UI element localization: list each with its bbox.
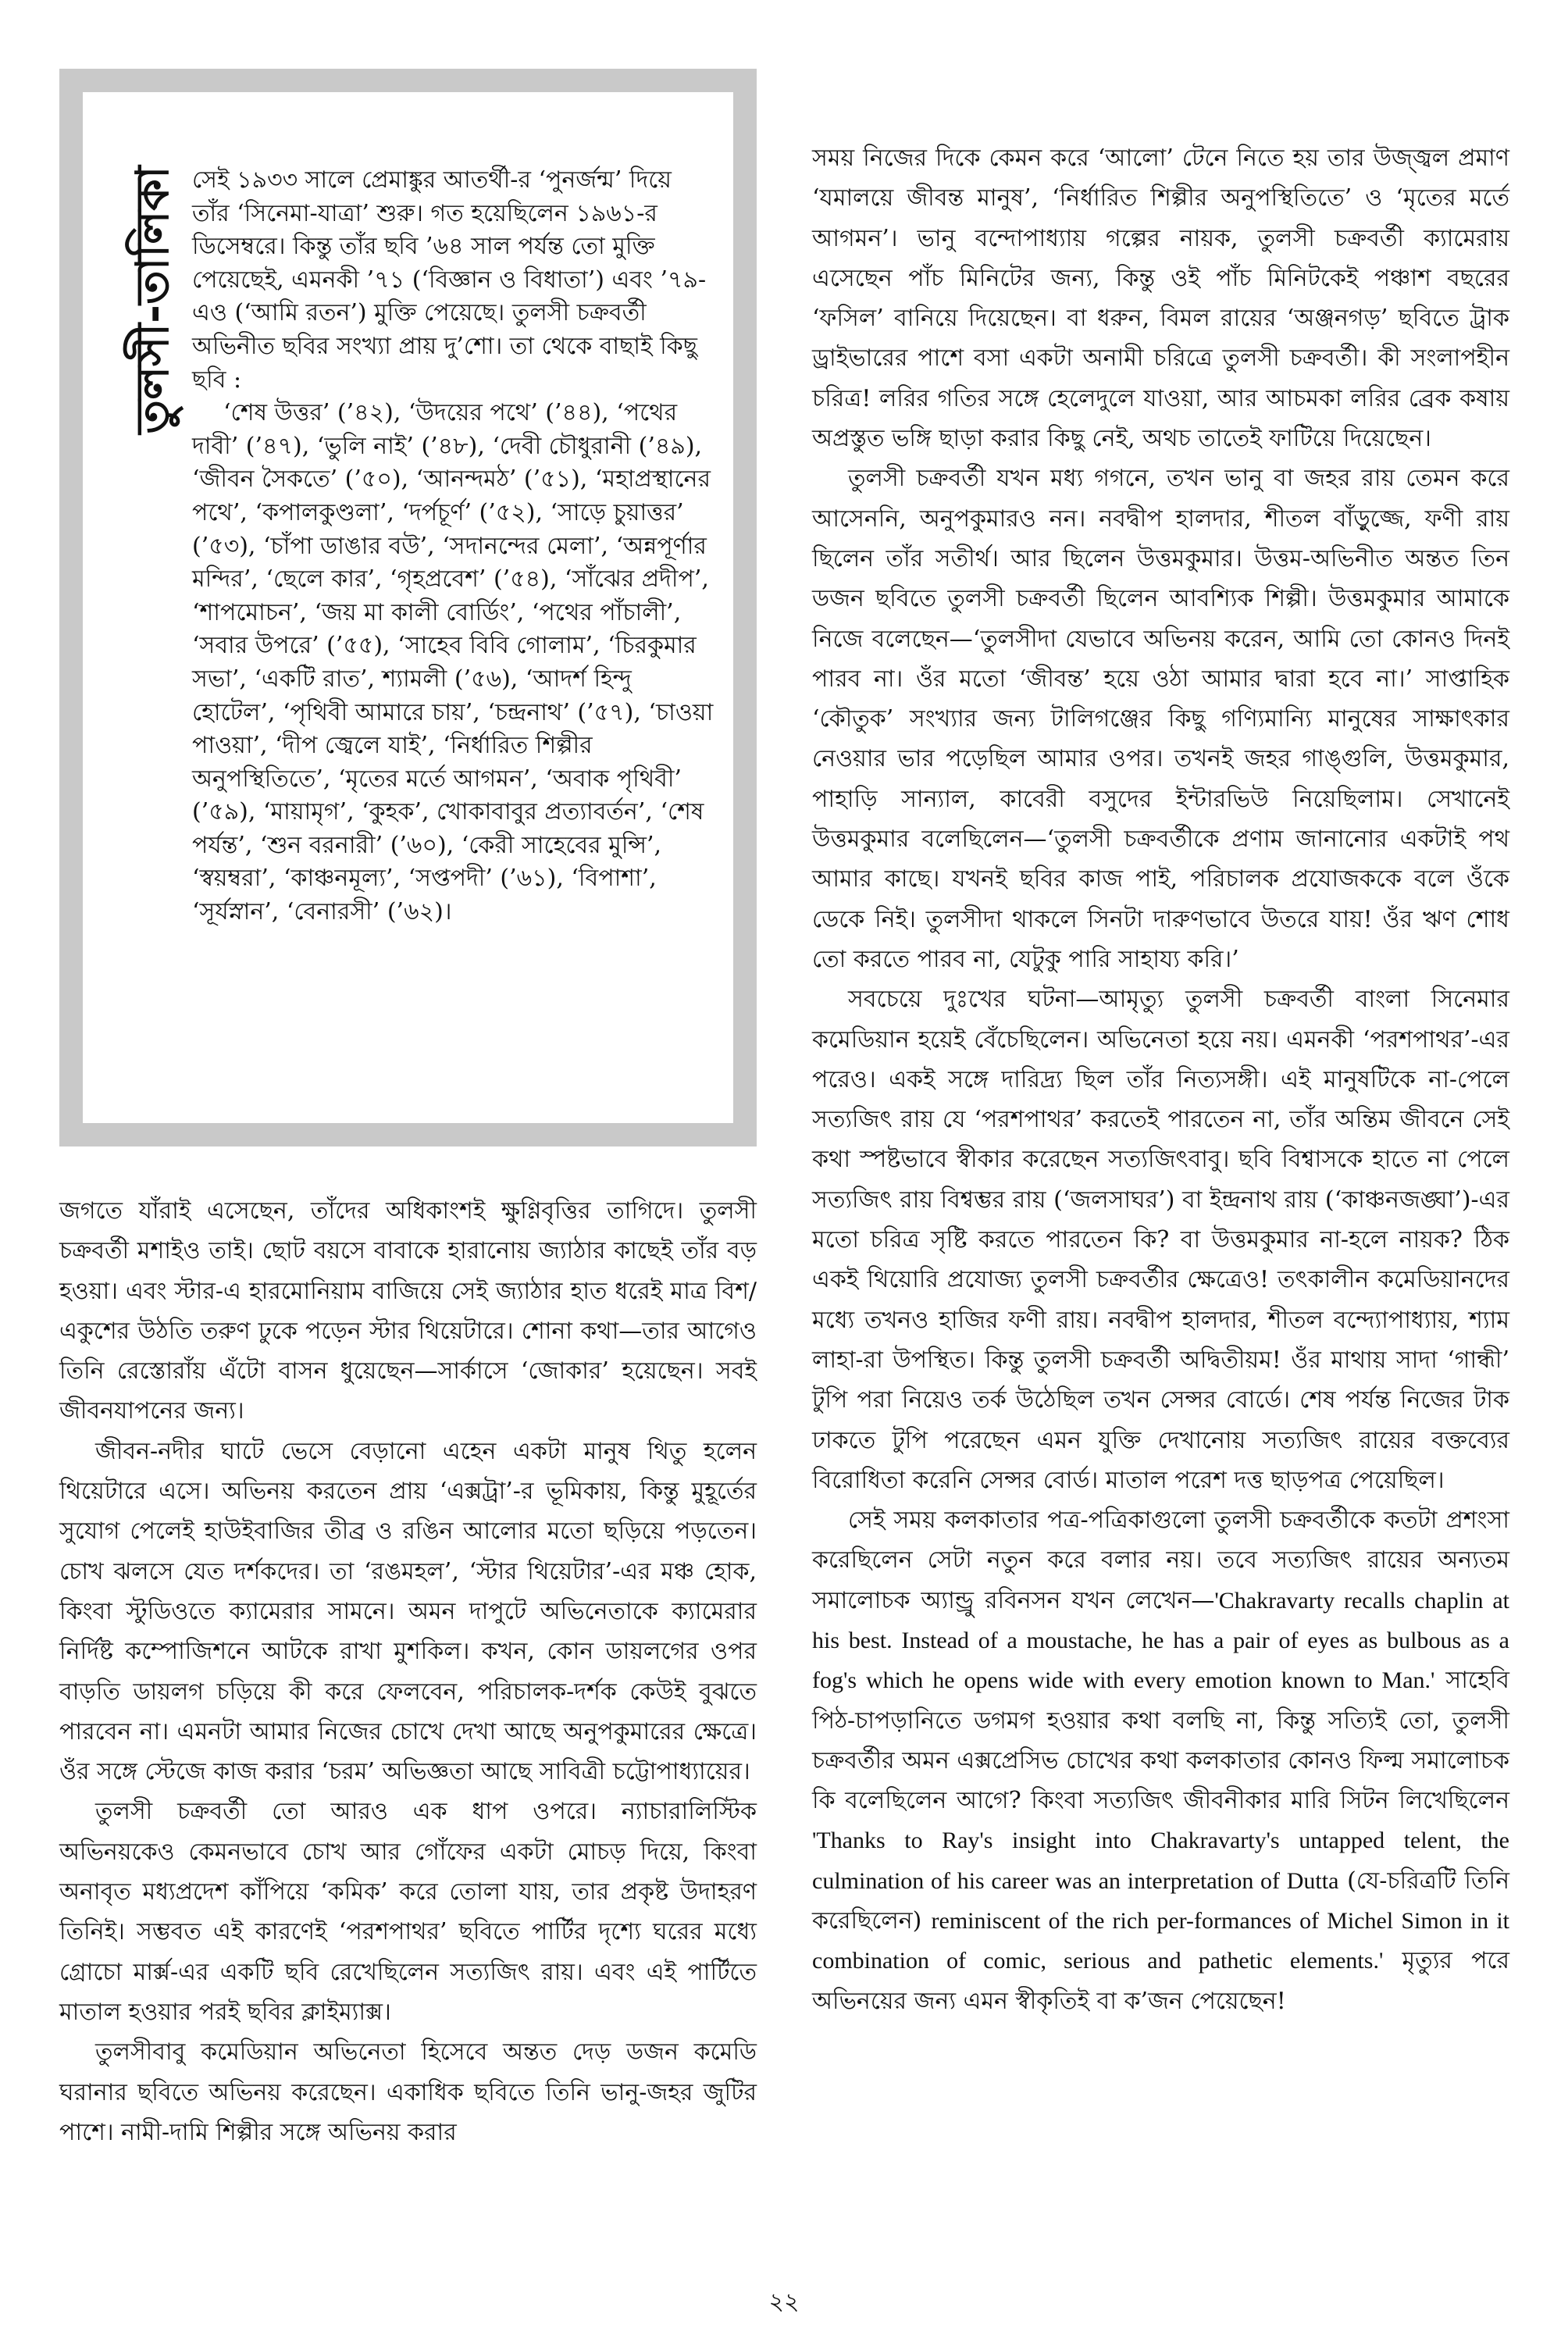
seton-quote-part2: reminiscent of the rich per-formances of Michel Simon in it combination of comic, serious and pathetic elements.' [812,1908,1509,1974]
paragraph-text: (যে-চরিত্রটি তিনি করেছিলেন) [812,1867,1509,1935]
filmography-intro: সেই ১৯৩৩ সালে প্রেমাঙ্কুর আতর্থী-র ‘পুনর্জন্ম’ দিয়ে তাঁর ‘সিনেমা-যাত্রা’ শুরু। গত হয়েছিলেন ১৯৬১-র ডিসেম্বরে। কিন্তু তাঁর ছবি ’৬৪ সাল পর্যন্ত তো মুক্তি পেয়েছেই, এমনকী ’৭১ (‘বিজ্ঞান ও বিধাতা’) এবং ’৭৯-এও (‘আমি রতন’) মুক্তি পেয়েছে। তুলসী চক্রবর্তী অভিনীত ছবির সংখ্যা প্রায় দু’শো। তা থেকে বাছাই কিছু ছবি : [192,166,707,394]
body-paragraph: জীবন-নদীর ঘাটে ভেসে বেড়ানো এহেন একটা মানুষ থিতু হলেন থিয়েটারে এসে। অভিনয় করতেন প্রায় ‘এক্সট্রা’-র ভূমিকায়, কিন্তু মুহূর্তের সুযোগ পেলেই হাউইবাজির তীব্র ও রঙিন আলোর মতো ছড়িয়ে পড়তেন। চোখ ঝলসে যেত দর্শকদের। তা ‘রঙমহল’, ‘স্টার থিয়েটার’-এর মঞ্চ হোক, কিংবা স্টুডিওতে ক্যামেরার সামনে। অমন দাপুটে অভিনেতাকে ক্যামেরার নির্দিষ্ট কম্পোজিশনে আটকে রাখা মুশকিল। কখন, কোন ডায়লগের ওপর বাড়তি ডায়লগ চড়িয়ে কী করে ফেলবেন, পরিচালক-দর্শক কেউই বুঝতে পারবেন না। এমনটা আমার নিজের চোখে দেখা আছে অনুপকুমারের ক্ষেত্রে। ওঁর সঙ্গে স্টেজে কাজ করার ‘চরম’ অভিজ্ঞতা আছে সাবিত্রী চট্টোপাধ্যায়ের। [59,1437,757,1786]
paragraph-text: সেই সময় কলকাতার পত্র-পত্রিকাগুলো তুলসী চক্রবর্তীকে কতটা প্রশংসা করেছিলেন সেটা নতুন করে বলার নয়। তবে সত্যজিৎ রায়ের অন্যতম সমালোচক অ্যান্ড্রু রবিনসন যখন লেখেন— [812,1507,1509,1614]
page-number: ২২ [768,2288,800,2316]
body-paragraph: সময় নিজের দিকে কেমন করে ‘আলো’ টেনে নিতে হয় তার উজ্জ্বল প্রমাণ ‘যমালয়ে জীবন্ত মানুষ’, ‘নির্ধারিত শিল্পীর অনুপস্থিতিতে’ ও ‘মৃতের মর্তে আগমন’। ভানু বন্দোপাধ্যায় গল্পের নায়ক, তুলসী চক্রবর্তী ক্যামেরায় এসেছেন পাঁচ মিনিটের জন্য, কিন্তু ওই পাঁচ মিনিটকেই পঞ্চাশ বছরের ‘ফসিল’ বানিয়ে দিয়েছেন। বা ধরুন, বিমল রায়ের ‘অঞ্জনগড়’ ছবিতে ট্রাক ড্রাইভারের পাশে বসা একটা অনামী চরিত্রে তুলসী চক্রবর্তী। কী সংলাপহীন চরিত্র! লরির গতির সঙ্গে হেলেদুলে যাওয়া, আর আচমকা লরির ব্রেক কষায় অপ্রস্তুত ভঙ্গি ছাড়া করার কিছু নেই, অথচ তাতেই ফাটিয়ে দিয়েছেন। [812,144,1509,453]
body-paragraph: তুলসী চক্রবর্তী যখন মধ্য গগনে, তখন ভানু বা জহর রায় তেমন করে আসেননি, অনুপকুমারও নন। নবদ্বীপ হালদার, শীতল বাঁড়ুজ্জে, ফণী রায় ছিলেন তাঁর সতীর্থ। আর ছিলেন উত্তমকুমার। উত্তম-অভিনীত অন্তত তিন ডজন ছবিতে তুলসী চক্রবর্তী ছিলেন আবশ্যিক শিল্পী। উত্তমকুমার আমাকে নিজে বলেছেন—‘তুলসীদা যেভাবে অভিনয় করেন, আমি তো কোনও দিনই পারব না। ওঁর মতো ‘জীবন্ত’ হয়ে ওঠা আমার দ্বারা হবে না।’ সাপ্তাহিক ‘কৌতুক’ সংখ্যার জন্য টালিগঞ্জের কিছু গণ্যিমান্যি মানুষের সাক্ষাৎকার নেওয়ার ভার পড়েছিল আমার ওপর। তখনই জহর গাঙ্গুলি, উত্তমকুমার, পাহাড়ি সান্যাল, কাবেরী বসুদের ইন্টারভিউ নিয়েছিলাম। সেখানেই উত্তমকুমার বলেছিলেন—‘তুলসী চক্রবর্তীকে প্রণাম জানানোর একটাই পথ আমার কাছে। যখনই ছবির কাজ পাই, পরিচালক প্রযোজককে বলে ওঁকে ডেকে নিই। তুলসীদা থাকলে সিনটা দারুণভাবে উতরে যায়! ওঁর ঋণ শোধ তো করতে পারব না, যেটুকু পারি সাহায্য করি।’ [812,465,1509,973]
filmography-sidebar-inner [83,92,733,1123]
seton-quote-part1: 'Thanks to Ray's insight into Chakravarty's untapped telent, the culmination of his career was an interpretation of Dutta [812,1828,1509,1894]
left-column [59,1191,757,2152]
sidebar-label-text: তুলসী-তালিকা [126,166,179,434]
right-column [812,138,1509,2021]
filmography-text [192,164,715,929]
body-paragraph: তুলসী চক্রবর্তী তো আরও এক ধাপ ওপরে। ন্যাচারালিস্টিক অভিনয়কেও কেমনভাবে চোখ আর গোঁফের একটা মোচড় দিয়ে, কিংবা অনাবৃত মধ্যপ্রদেশ কাঁপিয়ে ‘কমিক’ করে তোলা যায়, তার প্রকৃষ্ট উদাহরণ তিনিই। সম্ভবত এই কারণেই ‘পরশপাথর’ ছবিতে পার্টির দৃশ্যে ঘরের মধ্যে গ্রোচো মার্ক্স-এর একটি ছবি রেখেছিলেন সত্যজিৎ রায়। এবং এই পার্টিতে মাতাল হওয়ার পরই ছবির ক্লাইম্যাক্স। [59,1798,757,2026]
body-paragraph: তুলসীবাবু কমেডিয়ান অভিনেতা হিসেবে অন্তত দেড় ডজন কমেডি ঘরানার ছবিতে অভিনয় করেছেন। একাধিক ছবিতে তিনি ভানু-জহর জুটির পাশে। নামী-দামি শিল্পীর সঙ্গে অভিনয় করার [59,2038,757,2146]
filmography-sidebar-box [59,69,757,1146]
body-paragraph: জগতে যাঁরাই এসেছেন, তাঁদের অধিকাংশই ক্ষুণ্ণিবৃত্তির তাগিদে। তুলসী চক্রবর্তী মশাইও তাই। ছোট বয়সে বাবাকে হারানোয় জ্যাঠার কাছেই তাঁর বড় হওয়া। এবং স্টার-এ হারমোনিয়াম বাজিয়ে সেই জ্যাঠার হাত ধরেই মাত্র বিশ/একুশের উঠতি তরুণ ঢুকে পড়েন স্টার থিয়েটারে। শোনা কথা—তার আগেও তিনি রেস্তোরাঁয় এঁটো বাসন ধুয়েছেন—সার্কাসে ‘জোকার’ হয়েছেন। সবই জীবনযাপনের জন্য। [59,1197,757,1425]
filmography-film-list: ‘শেষ উত্তর’ (’৪২), ‘উদয়ের পথে’ (’৪৪), ‘পথের দাবী’ (’৪৭), ‘ভুলি নাই’ (’৪৮), ‘দেবী চৌধুরানী (’৪৯), ‘জীবন সৈকতে’ (’৫০), ‘আনন্দমঠ’ (’৫১), ‘মহাপ্রস্থানের পথে’, ‘কপালকুণ্ডলা’, ‘দর্পচূর্ণ’ (’৫২), ‘সাড়ে চুয়াত্তর’ (’৫৩), ‘চাঁপা ডাঙার বউ’, ‘সদানন্দের মেলা’, ‘অন্নপূর্ণার মন্দির’, ‘ছেলে কার’, ‘গৃহপ্রবেশ’ (’৫৪), ‘সাঁঝের প্রদীপ’, ‘শাপমোচন’, ‘জয় মা কালী বোর্ডিং’, ‘পথের পাঁচালী’, ‘সবার উপরে’ (’৫৫), ‘সাহেব বিবি গোলাম’, ‘চিরকুমার সভা’, ‘একটি রাত’, শ্যামলী (’৫৬), ‘আদর্শ হিন্দু হোটেল’, ‘পৃথিবী আমারে চায়’, ‘চন্দ্রনাথ’ (’৫৭), ‘চাওয়া পাওয়া’, ‘দীপ জ্বেলে যাই’, ‘নির্ধারিত শিল্পীর অনুপস্থিতিতে’, ‘মৃতের মর্তে আগমন’, ‘অবাক পৃথিবী’ (’৫৯), ‘মায়ামৃগ’, ‘কুহক’, খোকাবাবুর প্রত্যাবর্তন’, ‘শেষ পর্যন্ত’, ‘শুন বরনারী’ (’৬০), ‘কেরী সাহেবের মুন্সি’, ‘স্বয়ম্বরা’, ‘কাঞ্চনমূল্য’, ‘সপ্তপদী’ (’৬১), ‘বিপাশা’, ‘সূর্যস্নান’, ‘বেনারসী’ (’৬২)। [192,399,714,926]
paragraph-text: সাহেবি পিঠ-চাপড়ানিতে ডগমগ হওয়ার কথা বলছি না, কিন্তু সত্যিই তো, তুলসী চক্রবর্তীর অমন এক্সপ্রেসিভ চোখের কথা কলকাতার কোনও ফিল্ম সমালোচক কি বলেছিলেন আগে? কিংবা সত্যজিৎ জীবনীকার মারি সিটন লিখেছিলেন [812,1667,1509,1815]
body-paragraph-with-quotes [812,1500,1509,2021]
paragraph-text: মৃত্যুর পরে অভিনয়ের জন্য এমন স্বীকৃতিই বা ক’জন পেয়েছেন! [812,1947,1509,2015]
robinson-quote: 'Chakravarty recalls chaplin at his best. Instead of a moustache, he has a pair of eyes as bulbous as a fog's which he opens wide with every emotion known to Man.' [812,1587,1509,1694]
sidebar-vertical-label [109,144,195,456]
body-paragraph: সবচেয়ে দুঃখের ঘটনা—আমৃত্যু তুলসী চক্রবর্তী বাংলা সিনেমার কমেডিয়ান হয়েই বেঁচেছিলেন। অভিনেতা হয়ে নয়। এমনকী ‘পরশপাথর’-এর পরেও। একই সঙ্গে দারিদ্র্য ছিল তাঁর নিত্যসঙ্গী। এই মানুষটিকে না-পেলে সত্যজিৎ রায় যে ‘পরশপাথর’ করতেই পারতেন না, তাঁর অন্তিম জীবনে সেই কথা স্পষ্টভাবে স্বীকার করেছেন সত্যজিৎবাবু। ছবি বিশ্বাসকে হাতে না পেলে সত্যজিৎ রায় বিশ্বম্ভর রায় (‘জলসাঘর’) বা ইন্দ্রনাথ রায় (‘কাঞ্চনজঙ্ঘা’)-এর মতো চরিত্র সৃষ্টি করতে পারতেন কি? বা উত্তমকুমার না-হলে নায়ক? ঠিক একই থিয়োরি প্রযোজ্য তুলসী চক্রবর্তীর ক্ষেত্রেও! তৎকালীন কমেডিয়ানদের মধ্যে তখনও হাজির ফণী রায়। নবদ্বীপ হালদার, শীতল বন্দ্যোপাধ্যায়, শ্যাম লাহা-রা উপস্থিত। কিন্তু তুলসী চক্রবর্তী অদ্বিতীয়ম! ওঁর মাথায় সাদা ‘গান্ধী’ টুপি পরা নিয়েও তর্ক উঠেছিল তখন সেন্সর বোর্ডে। শেষ পর্যন্ত নিজের টাক ঢাকতে টুপি পরেছেন এমন যুক্তি দেখানোয় সত্যজিৎ রায়ের বক্তব্যের বিরোধিতা করেনি সেন্সর বোর্ড। মাতাল পরেশ দত্ত ছাড়পত্র পেয়েছিল। [812,986,1509,1494]
